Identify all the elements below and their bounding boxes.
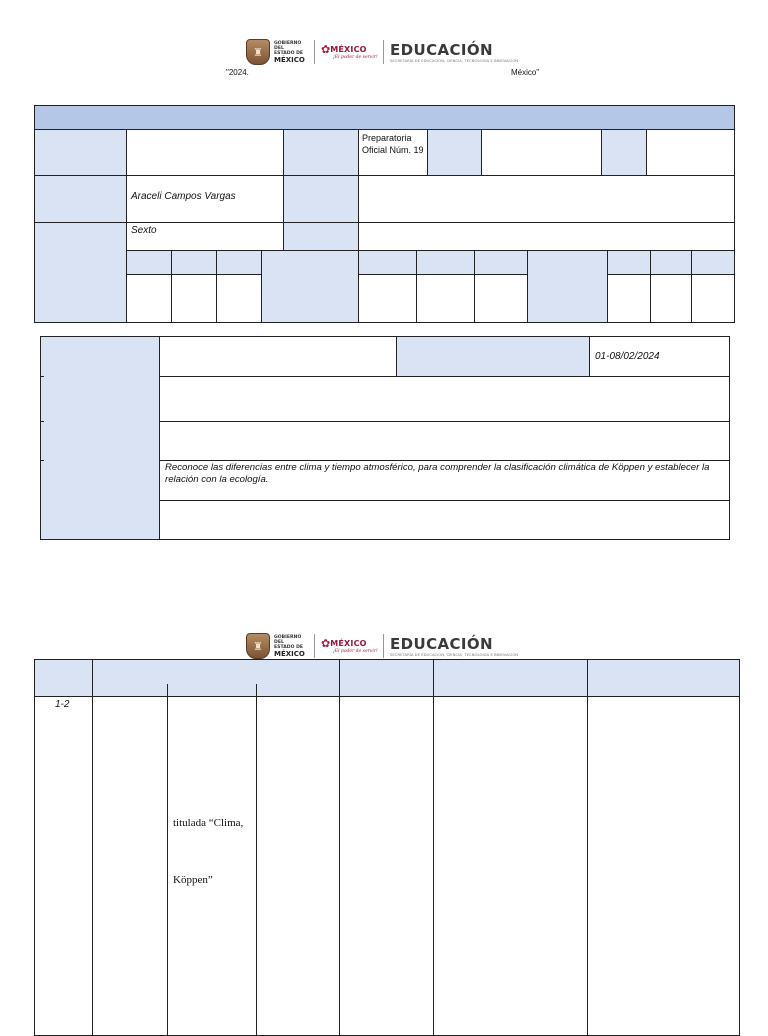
logo-separator — [383, 40, 384, 64]
dates-cell — [589, 336, 730, 377]
row-divider — [40, 376, 44, 377]
label-cell — [34, 175, 127, 223]
teacher-cell — [126, 175, 284, 223]
label-cell — [261, 250, 359, 323]
sub-header-cell — [171, 250, 217, 275]
label-cell — [527, 250, 608, 323]
year-motto-right: México" — [511, 68, 540, 77]
value-cell — [159, 336, 397, 377]
label-cell — [601, 129, 647, 176]
label-cell — [283, 129, 359, 176]
header-cell — [339, 659, 434, 697]
sub-value-cell — [474, 274, 528, 323]
sub-value-cell — [691, 274, 735, 323]
state-shield-icon: ♜ — [246, 633, 270, 659]
header-cell — [433, 659, 588, 697]
session-number: 1-2 — [55, 699, 70, 710]
flower-icon: ✿ — [321, 43, 331, 56]
logo-separator — [383, 634, 384, 658]
value-cell — [126, 129, 284, 176]
logo-separator — [314, 40, 315, 64]
value-cell — [159, 376, 730, 422]
value-cell — [646, 129, 735, 176]
label-cell — [34, 222, 127, 323]
body-cell — [587, 696, 740, 1036]
grade-value: Sexto — [131, 225, 157, 236]
sub-header-cell — [691, 250, 735, 275]
sub-value-cell — [126, 274, 172, 323]
header-cell — [34, 659, 93, 697]
lesson-dates: 01-08/02/2024 — [595, 351, 660, 362]
sub-header-cell — [126, 250, 172, 275]
header-logos — [246, 38, 518, 66]
body-cell — [433, 696, 588, 1036]
row-divider — [40, 460, 44, 461]
header-cell — [92, 659, 340, 697]
school-name: Preparatoria Oficial Núm. 19 — [362, 133, 424, 155]
sub-header-cell — [416, 250, 475, 275]
sub-header-cell — [650, 250, 692, 275]
learning-purpose: Reconoce las diferencias entre clima y tiempo atmosférico, para comprender la clasificación climática de Köppen y establecer la relación con la ecología. — [165, 462, 710, 485]
value-cell — [159, 421, 730, 461]
activity-cell — [167, 696, 257, 1036]
body-cell — [339, 696, 434, 1036]
logo-separator — [314, 634, 315, 658]
sub-value-cell — [216, 274, 262, 323]
activity-text-line1: titulada “Clima, — [173, 817, 244, 829]
body-cell — [256, 696, 340, 1036]
header-logos-page2 — [246, 632, 518, 660]
row-divider — [40, 421, 44, 422]
state-shield-icon: ♜ — [246, 39, 270, 65]
school-cell — [358, 129, 428, 176]
table-header-bar — [34, 105, 735, 130]
label-column — [40, 336, 160, 540]
purpose-cell — [159, 460, 730, 501]
value-cell — [481, 129, 602, 176]
teacher-name: Araceli Campos Vargas — [131, 191, 236, 202]
label-cell — [283, 175, 359, 223]
sub-value-cell — [416, 274, 475, 323]
sub-header-cell — [358, 250, 417, 275]
label-cell — [427, 129, 482, 176]
session-cell — [34, 696, 93, 1036]
value-cell — [358, 222, 735, 251]
body-cell — [92, 696, 168, 1036]
mexico-brand-logo: ✿ MÉXICO ¡El poder de servir! — [321, 637, 378, 654]
mexico-brand-logo: ✿ MÉXICO ¡El poder de servir! — [321, 43, 378, 60]
sub-header-cell — [474, 250, 528, 275]
label-cell — [34, 129, 127, 176]
education-logo: EDUCACIÓN SECRETARÍA DE EDUCACIÓN, CIENCIA, TECNOLOGÍA E INNOVACIÓN — [390, 40, 519, 63]
sub-header-cell — [216, 250, 262, 275]
value-cell — [358, 175, 735, 223]
activity-text-line2: Köppen” — [173, 874, 213, 886]
flower-icon: ✿ — [321, 637, 331, 650]
sub-value-cell — [171, 274, 217, 323]
sub-value-cell — [358, 274, 417, 323]
sub-value-cell — [607, 274, 651, 323]
education-logo: EDUCACIÓN SECRETARÍA DE EDUCACIÓN, CIENCIA, TECNOLOGÍA E INNOVACIÓN — [390, 634, 519, 657]
value-cell — [159, 500, 730, 540]
gov-logo-text: GOBIERNO DEL ESTADO DE MÉXICO — [274, 40, 305, 64]
gov-logo-text: GOBIERNO DEL ESTADO DE MÉXICO — [274, 634, 305, 658]
grade-cell — [126, 222, 284, 251]
header-cell — [587, 659, 740, 697]
sub-value-cell — [650, 274, 692, 323]
year-motto-left: "2024. — [226, 68, 249, 77]
label-cell — [396, 336, 590, 377]
sub-header-cell — [607, 250, 651, 275]
